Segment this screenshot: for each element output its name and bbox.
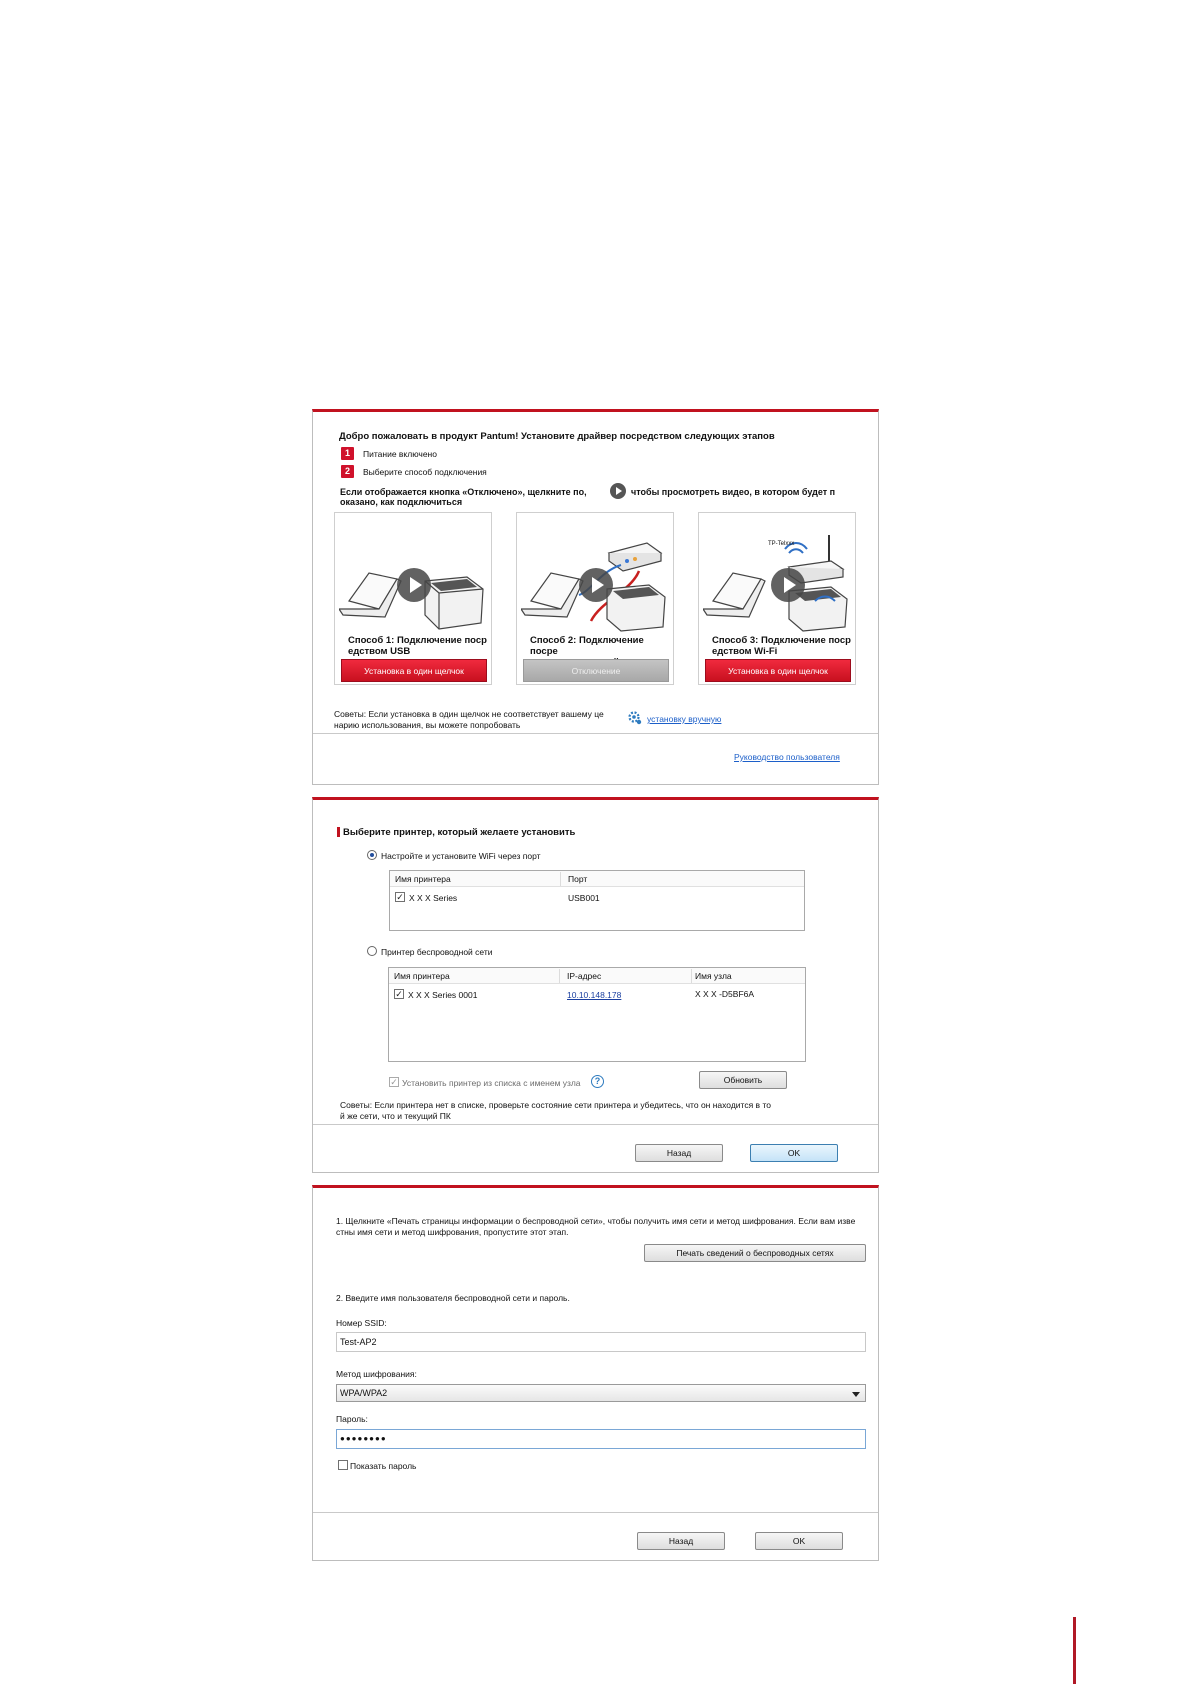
printer-row-checkbox[interactable]: ✓: [396, 892, 404, 902]
print-wireless-info-button[interactable]: Печать сведений о беспроводных сетях: [644, 1244, 866, 1262]
ip-address-link[interactable]: 10.10.148.178: [567, 990, 622, 1000]
port-cell: USB001: [568, 893, 600, 903]
method-wired-card: [516, 512, 674, 685]
back-button[interactable]: Назад: [635, 1144, 723, 1162]
encryption-select[interactable]: [336, 1384, 866, 1402]
step-2-badge: 2: [341, 465, 354, 478]
page-edge-marker: [1073, 1617, 1076, 1684]
select-printer-window: [312, 797, 879, 1173]
chevron-down-icon: [852, 1392, 860, 1397]
wired-disabled-button[interactable]: Отключение: [523, 659, 669, 682]
tips-line2: й же сети, что и текущий ПК: [340, 1111, 451, 1121]
ok-button[interactable]: OK: [755, 1532, 843, 1550]
title-accent-bar: [337, 827, 340, 837]
column-ip-address: IP-адрес: [567, 971, 602, 981]
video-hint-line2: оказано, как подключиться: [340, 497, 463, 507]
step1-instruction-line2: стны имя сети и метод шифрования, пропустите этот этап.: [336, 1227, 569, 1237]
wireless-printer-table: [388, 967, 806, 1062]
wifi-one-click-install-button[interactable]: Установка в один щелчок: [705, 659, 851, 682]
wireless-printer-name-cell[interactable]: X X X Series 0001: [408, 990, 478, 1000]
usb-one-click-install-button[interactable]: Установка в один щелчок: [341, 659, 487, 682]
install-by-hostname-label: Установить принтер из списка с именем узла: [402, 1078, 581, 1088]
video-play-icon[interactable]: [610, 483, 626, 499]
column-port: Порт: [568, 874, 588, 884]
method-wifi-caption: Способ 3: Подключение поср едством Wi-Fi: [712, 635, 851, 657]
manual-install-link[interactable]: установку вручную: [647, 714, 722, 724]
column-printer-name: Имя принтера: [395, 874, 451, 884]
show-password-checkbox[interactable]: [338, 1460, 348, 1470]
tips-line1: Советы: Если принтера нет в списке, проверьте состояние сети принтера и убедитесь, что он находится в то: [340, 1100, 771, 1110]
encryption-selected-value: WPA/WPA2: [340, 1388, 388, 1398]
step2-instruction: 2. Введите имя пользователя беспроводной сети и пароль.: [336, 1293, 570, 1303]
user-guide-link[interactable]: Руководство пользователя: [734, 752, 840, 762]
usb-printer-table: [389, 870, 805, 931]
step-1-text: Питание включено: [363, 449, 437, 459]
table-header: [389, 968, 805, 984]
wireless-printer-label: Принтер беспроводной сети: [381, 947, 493, 957]
encryption-label: Метод шифрования:: [336, 1369, 417, 1379]
wireless-printer-radio[interactable]: [367, 946, 377, 956]
method-usb-caption: Способ 1: Подключение поср едством USB: [348, 635, 487, 657]
divider: [313, 733, 878, 734]
host-name-cell: X X X -D5BF6A: [695, 989, 755, 999]
ssid-label: Номер SSID:: [336, 1318, 387, 1328]
wifi-video-play-icon[interactable]: [771, 568, 805, 602]
method-usb-card: [334, 512, 492, 685]
ssid-input[interactable]: Test-AP2: [336, 1332, 866, 1352]
video-hint-part2: чтобы просмотреть видео, в котором будет п: [631, 487, 836, 497]
divider: [313, 1512, 878, 1513]
step-2-text: Выберите способ подключения: [363, 467, 487, 477]
printer-name-cell[interactable]: X X X Series: [409, 893, 458, 903]
gear-icon: [628, 711, 642, 725]
driver-install-welcome-window: [312, 409, 879, 785]
wifi-port-label: Настройте и установите WiFi через порт: [381, 851, 541, 861]
method-wired-caption: Способ 2: Подключение посре: [530, 635, 644, 657]
column-printer-name: Имя принтера: [394, 971, 450, 981]
table-header: [390, 871, 804, 887]
wireless-printer-row-checkbox[interactable]: ✓: [395, 989, 403, 999]
password-input[interactable]: ●●●●●●●●: [336, 1429, 866, 1449]
welcome-title: Добро пожаловать в продукт Pantum! Установите драйвер посредством следующих этапов: [339, 431, 775, 442]
step1-instruction-line1: 1. Щелкните «Печать страницы информации о беспроводной сети», чтобы получить имя сети и метод шифрования. Если вам изве: [336, 1216, 856, 1226]
refresh-button[interactable]: Обновить: [699, 1071, 787, 1089]
show-password-label: Показать пароль: [350, 1461, 417, 1471]
router-label: TP-Telxxx: [768, 541, 795, 547]
install-by-hostname-checkbox[interactable]: ✓: [390, 1077, 398, 1087]
video-hint-part1: Если отображается кнопка «Отключено», щелкните по,: [340, 487, 587, 497]
wired-video-play-icon[interactable]: [579, 568, 613, 602]
ok-button[interactable]: OK: [750, 1144, 838, 1162]
help-icon[interactable]: ?: [591, 1075, 604, 1088]
back-button[interactable]: Назад: [637, 1532, 725, 1550]
wireless-settings-window: [312, 1185, 879, 1561]
usb-video-play-icon[interactable]: [397, 568, 431, 602]
wifi-port-radio[interactable]: [367, 850, 377, 860]
divider: [313, 1124, 878, 1125]
password-label: Пароль:: [336, 1414, 368, 1424]
select-printer-title: Выберите принтер, который желаете установить: [343, 827, 576, 838]
column-host-name: Имя узла: [695, 971, 732, 981]
tips-line2: нарию использования, вы можете попробовать: [334, 720, 521, 730]
step-1-badge: 1: [341, 447, 354, 460]
tips-line1: Советы: Если установка в один щелчок не соответствует вашему це: [334, 709, 604, 719]
method-wifi-card: [698, 512, 856, 685]
